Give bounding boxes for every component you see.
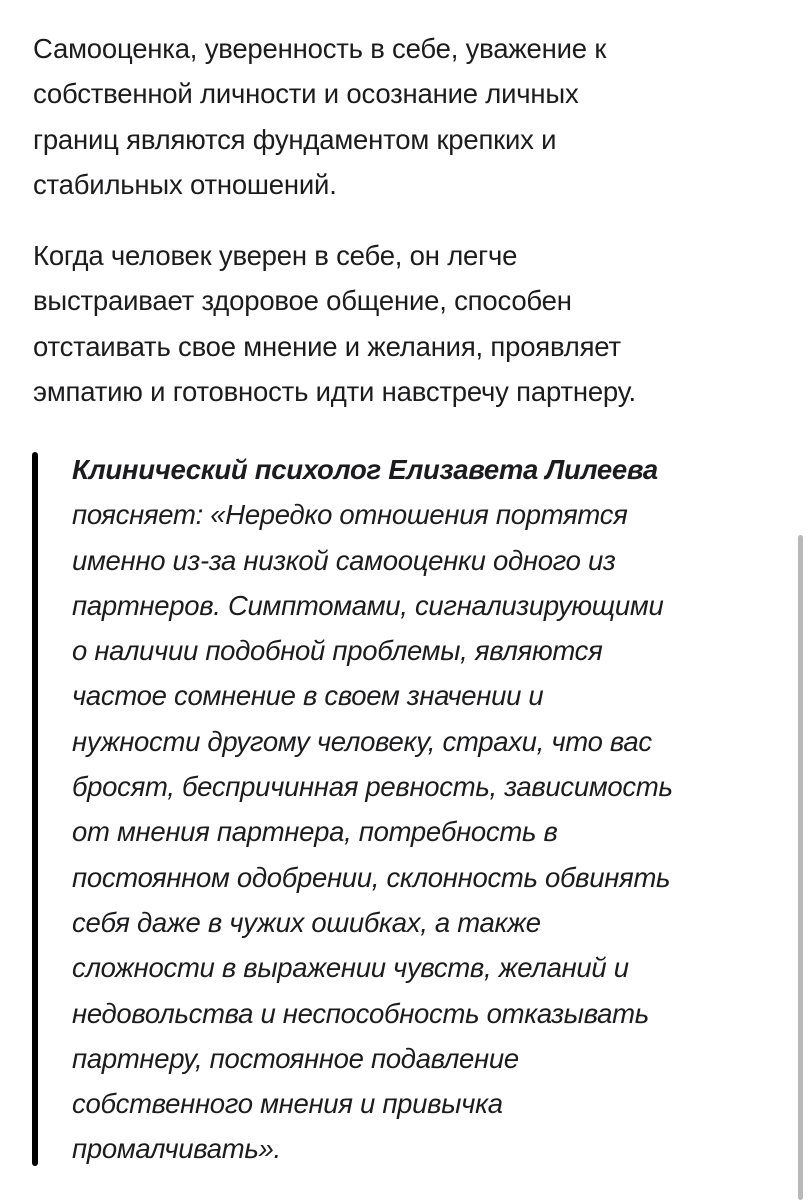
quote-line: бросят, беспричинная ревность, зависимость (72, 771, 673, 803)
quote-author: Клинический психолог Елизавета Лилеева (72, 454, 658, 485)
quote-line: промалчивать». (72, 1133, 281, 1165)
quote-line: нужности другому человеку, страхи, что вас (72, 725, 652, 757)
text-line: Самооценка, уверенность в себе, уважение к (33, 33, 607, 64)
quote-line: собственного мнения и привычка (72, 1088, 503, 1120)
blockquote-bar (32, 452, 38, 1166)
quote-line: поясняет: «Нередко отношения портятся (72, 499, 628, 531)
quote-line: партнеру, постоянное подавление (72, 1042, 519, 1074)
text-line: стабильных отношений. (33, 168, 337, 200)
quote-line: себя даже в чужих ошибках, а также (72, 906, 541, 938)
article-paragraph-1 (33, 26, 791, 207)
scrollbar[interactable] (798, 535, 803, 1200)
quote-line: партнеров. Симптомами, сигнализирующими (72, 589, 664, 621)
text-line: эмпатию и готовность идти навстречу партнеру. (33, 375, 636, 407)
text-line: отстаивать свое мнение и желания, проявляет (33, 330, 621, 362)
quote-line: сложности в выражении чувств, желаний и (72, 952, 629, 984)
quote-line: именно из-за низкой самооценки одного из (72, 544, 616, 576)
article-paragraph-2 (33, 233, 791, 414)
text-line: выстраивает здоровое общение, способен (33, 285, 572, 317)
quote-line: недовольства и неспособность отказывать (72, 997, 649, 1029)
quote-line: частое сомнение в своем значении и (72, 680, 544, 712)
quote-line: от мнения партнера, потребность в (72, 816, 558, 848)
blockquote (32, 452, 792, 1166)
text-line: собственной личности и осознание личных (33, 78, 579, 110)
text-line: границ являются фундаментом крепких и (33, 123, 557, 155)
quote-line: постоянном одобрении, склонность обвинять (72, 861, 671, 893)
blockquote-text (72, 447, 673, 1172)
quote-line: о наличии подобной проблемы, являются (72, 635, 603, 667)
text-line: Когда человек уверен в себе, он легче (33, 240, 518, 271)
